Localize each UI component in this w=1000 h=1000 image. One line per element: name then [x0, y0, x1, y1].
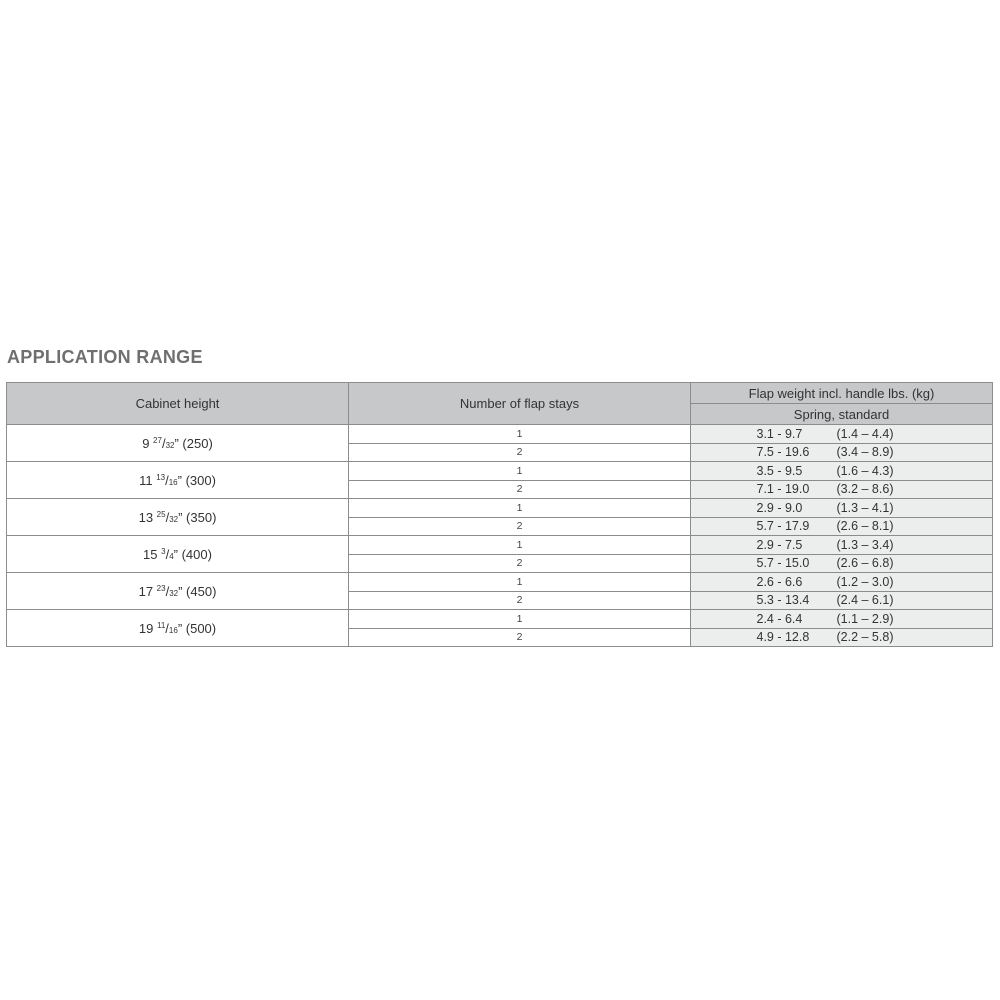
flap-weight-values: [757, 445, 927, 459]
height-whole: 13: [138, 509, 157, 525]
application-range-table: [6, 382, 993, 647]
flap-weight-lbs: 5.3 - 13.4: [756, 593, 810, 608]
flap-weight-kg: (2.4 – 6.1): [836, 593, 894, 608]
flap-weight-lbs: 2.6 - 6.6: [756, 574, 803, 589]
page-title: APPLICATION RANGE: [7, 347, 203, 367]
flap-stays-count: 1: [349, 462, 691, 481]
flap-weight-values: [757, 556, 927, 570]
flap-weight-values: [757, 519, 927, 533]
cabinet-height-cell: [7, 610, 349, 647]
height-fraction-numerator: 25: [156, 509, 166, 519]
height-suffix: ” (250): [174, 435, 213, 451]
height-whole: 11: [139, 472, 157, 488]
flap-weight-kg: (1.4 – 4.4): [836, 426, 894, 441]
flap-weight-kg: (1.3 – 3.4): [836, 537, 894, 552]
height-fraction-numerator: 23: [156, 583, 166, 593]
flap-weight-lbs: 7.1 - 19.0: [756, 482, 810, 497]
flap-weight-kg: (2.2 – 5.8): [836, 630, 894, 645]
flap-stays-count: 1: [349, 536, 691, 555]
height-whole: 19: [138, 620, 157, 636]
flap-stays-count: 2: [349, 591, 691, 610]
height-whole: 17: [138, 583, 157, 599]
flap-weight-lbs: 5.7 - 17.9: [756, 519, 810, 534]
fraction-slash: /: [165, 583, 170, 599]
flap-weight-kg: (1.2 – 3.0): [836, 574, 894, 589]
height-fraction-denominator: 32: [169, 588, 179, 598]
flap-weight-cell: [691, 499, 993, 518]
flap-weight-kg: (2.6 – 8.1): [836, 519, 894, 534]
flap-weight-cell: [691, 628, 993, 647]
flap-weight-lbs: 4.9 - 12.8: [756, 630, 810, 645]
flap-stays-count: 1: [349, 425, 691, 444]
flap-weight-lbs: 7.5 - 19.6: [756, 445, 810, 460]
height-fraction-numerator: 27: [153, 435, 162, 445]
cabinet-height-cell: [7, 573, 349, 610]
flap-weight-cell: [691, 462, 993, 481]
height-fraction-numerator: 13: [156, 472, 166, 482]
fraction-slash: /: [165, 620, 169, 636]
flap-weight-lbs: 2.4 - 6.4: [756, 611, 803, 626]
height-fraction-denominator: 4: [169, 551, 174, 561]
flap-weight-kg: (2.6 – 6.8): [836, 556, 894, 571]
height-suffix: ” (400): [173, 546, 212, 562]
flap-weight-lbs: 2.9 - 9.0: [756, 500, 803, 515]
fraction-slash: /: [165, 509, 170, 525]
flap-weight-lbs: 3.1 - 9.7: [756, 426, 803, 441]
flap-weight-cell: [691, 591, 993, 610]
flap-weight-values: [757, 575, 927, 589]
flap-weight-values: [757, 482, 927, 496]
cabinet-height-cell: [7, 499, 349, 536]
header-spring-standard: Spring, standard: [691, 404, 993, 425]
height-whole: 15: [143, 546, 162, 562]
height-suffix: ” (450): [178, 583, 217, 599]
flap-weight-cell: [691, 425, 993, 444]
table-row: [7, 425, 993, 444]
flap-stays-count: 1: [349, 499, 691, 518]
flap-weight-cell: [691, 517, 993, 536]
flap-weight-cell: [691, 443, 993, 462]
flap-weight-kg: (1.3 – 4.1): [836, 500, 894, 515]
flap-stays-count: 2: [349, 628, 691, 647]
flap-weight-values: [757, 501, 927, 515]
table-row: [7, 499, 993, 518]
cabinet-height-cell: [7, 462, 349, 499]
height-fraction-numerator: 3: [161, 546, 166, 556]
flap-weight-values: [757, 538, 927, 552]
table-row: [7, 536, 993, 555]
cabinet-height-cell: [7, 425, 349, 462]
flap-weight-cell: [691, 554, 993, 573]
flap-weight-lbs: 5.7 - 15.0: [756, 556, 810, 571]
flap-weight-lbs: 2.9 - 7.5: [756, 537, 803, 552]
flap-weight-lbs: 3.5 - 9.5: [756, 463, 803, 478]
fraction-slash: /: [165, 472, 169, 488]
flap-stays-count: 2: [349, 554, 691, 573]
flap-weight-kg: (1.6 – 4.3): [836, 463, 894, 478]
table-body: [7, 425, 993, 647]
header-flap-weight: Flap weight incl. handle lbs. (kg): [691, 383, 993, 404]
flap-weight-values: [757, 464, 927, 478]
height-whole: 9: [142, 435, 154, 451]
flap-weight-values: [757, 427, 927, 441]
flap-stays-count: 2: [349, 480, 691, 499]
height-fraction-denominator: 32: [165, 440, 175, 450]
flap-weight-kg: (3.2 – 8.6): [836, 482, 894, 497]
flap-weight-cell: [691, 573, 993, 592]
fraction-slash: /: [165, 546, 170, 562]
flap-weight-cell: [691, 480, 993, 499]
flap-weight-values: [757, 612, 927, 626]
height-suffix: ” (300): [177, 472, 216, 488]
flap-weight-kg: (1.1 – 2.9): [836, 611, 894, 626]
table-row: [7, 573, 993, 592]
flap-weight-cell: [691, 536, 993, 555]
flap-weight-cell: [691, 610, 993, 629]
height-fraction-denominator: 32: [169, 514, 179, 524]
flap-stays-count: 2: [349, 443, 691, 462]
fraction-slash: /: [161, 435, 166, 451]
header-number-of-flap-stays: Number of flap stays: [349, 383, 691, 425]
header-cabinet-height: Cabinet height: [7, 383, 349, 425]
height-fraction-denominator: 16: [168, 625, 178, 635]
cabinet-height-cell: [7, 536, 349, 573]
height-suffix: ” (350): [178, 509, 217, 525]
flap-stays-count: 1: [349, 573, 691, 592]
table-row: [7, 462, 993, 481]
flap-weight-values: [757, 630, 927, 644]
flap-weight-kg: (3.4 – 8.9): [836, 445, 894, 460]
height-fraction-numerator: 11: [156, 620, 166, 630]
table-row: [7, 610, 993, 629]
height-suffix: ” (500): [177, 620, 217, 636]
height-fraction-denominator: 16: [168, 477, 178, 487]
flap-stays-count: 1: [349, 610, 691, 629]
flap-weight-values: [757, 593, 927, 607]
flap-stays-count: 2: [349, 517, 691, 536]
